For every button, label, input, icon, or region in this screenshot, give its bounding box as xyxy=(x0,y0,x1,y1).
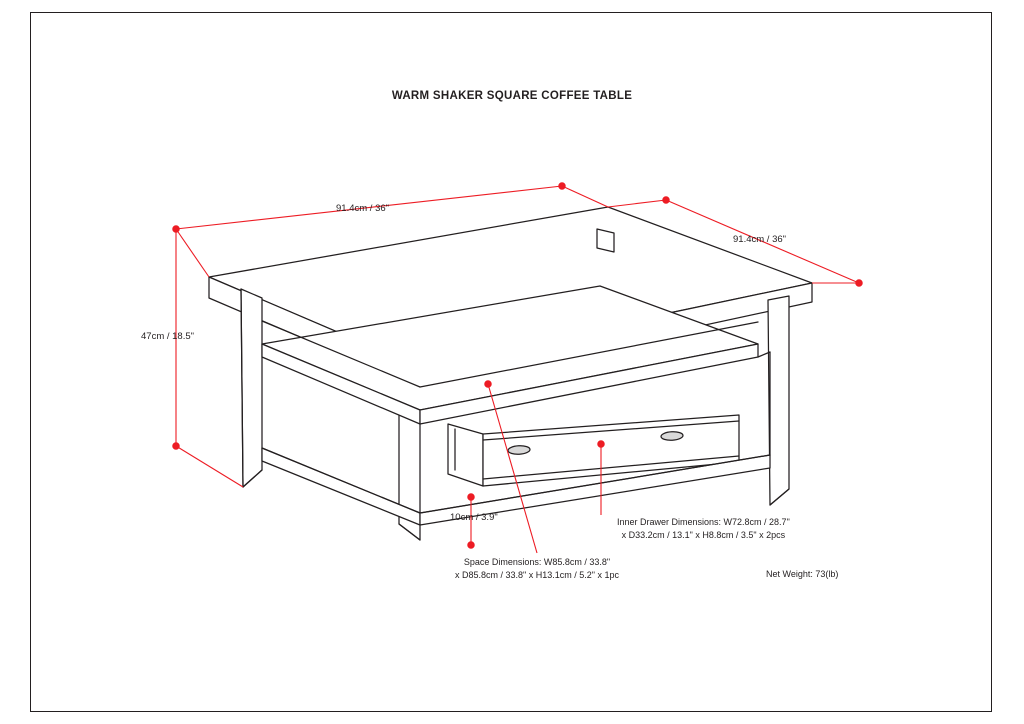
space-leader-line xyxy=(488,384,537,553)
width-dimension-label: 91.4cm / 36" xyxy=(336,203,390,214)
net-weight-label: Net Weight: 73(lb) xyxy=(766,569,839,579)
depth-dimension-label: 91.4cm / 36" xyxy=(733,234,787,245)
inner-drawer-note-line1: Inner Drawer Dimensions: W72.8cm / 28.7" xyxy=(617,517,790,527)
space-note-line1: Space Dimensions: W85.8cm / 33.8" xyxy=(463,557,611,567)
height-dimension-label: 47cm / 18.5" xyxy=(141,331,195,342)
space-note xyxy=(455,556,619,582)
page-title: WARM SHAKER SQUARE COFFEE TABLE xyxy=(391,90,633,102)
inner-drawer-note-line2: x D33.2cm / 13.1" x H8.8cm / 3.5" x 2pcs xyxy=(621,530,786,541)
inner-drawer-note xyxy=(617,516,790,542)
clearance-dimension-label: 10cm / 3.9" xyxy=(450,512,498,523)
space-note-line2: x D85.8cm / 33.8" x H13.1cm / 5.2" x 1pc xyxy=(455,570,619,581)
